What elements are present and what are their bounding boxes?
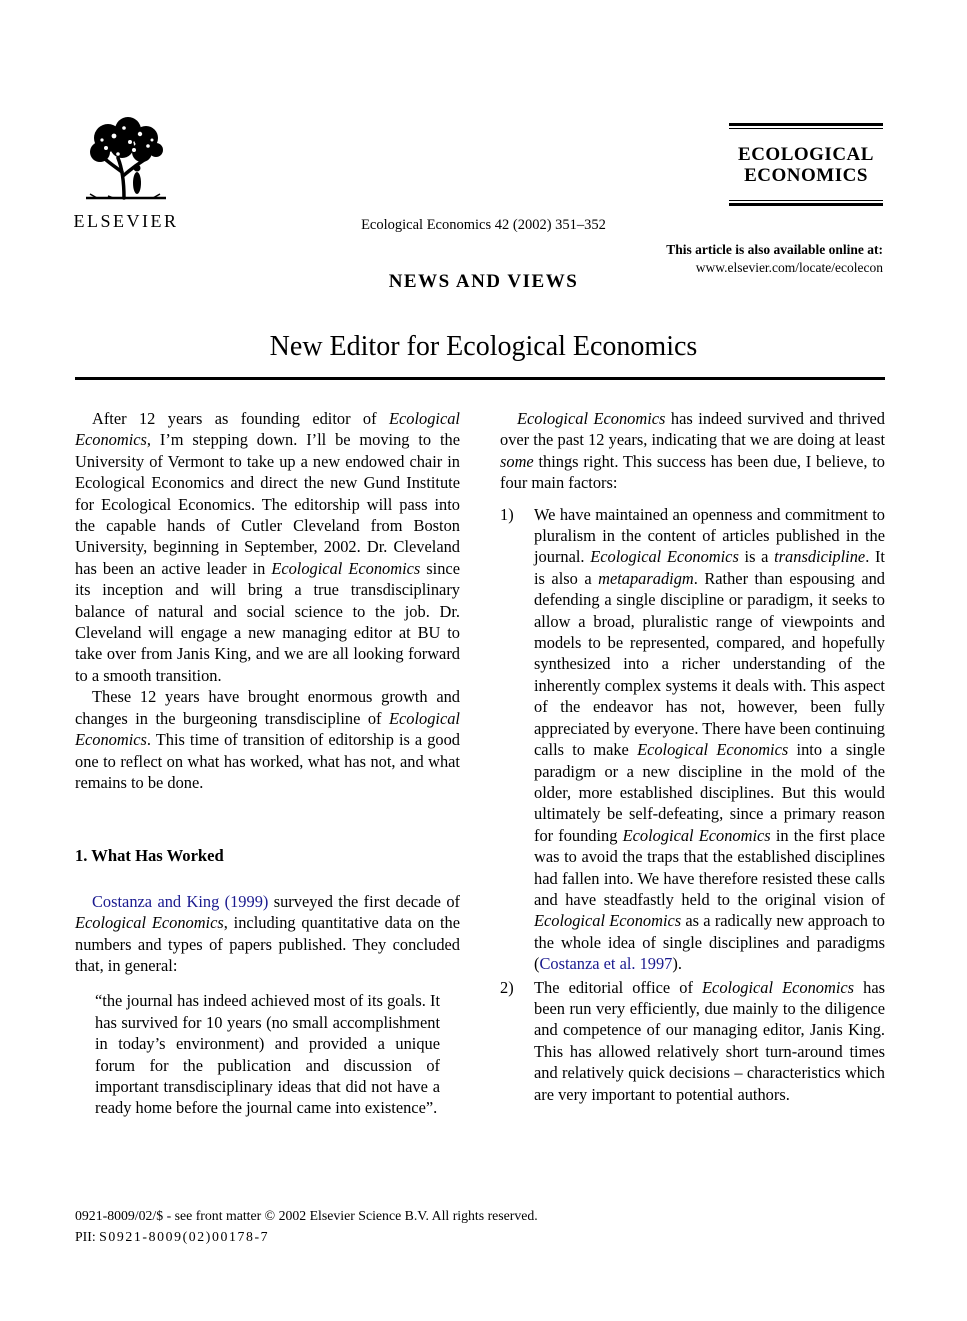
numbered-list xyxy=(500,504,885,1105)
paragraph: Ecological Economics has indeed survived and thrived over the past 12 years, indicating that we are doing at least some things right. This success has been due, I believe, to four main factors: xyxy=(500,409,885,493)
journal-masthead xyxy=(729,123,883,206)
masthead-bottom-rule xyxy=(729,200,883,206)
list-item-text: We have maintained an openness and commitment to pluralism in the content of articles published in the journal. Ecological Economics is a transdicipline. It is also a metaparadigm. Rather than espousing and defending a single discipline or paradigm, it seeks to allow a broad, pluralistic range of viewpoints and models to be represented, compared, and hopefully synthesized into a richer understanding of the inherently complex systems it deals with. This aspect of the endeavor has not, however, been fully appreciated by everyone. There have been continuing calls to make Ecological Economics into a single paradigm or a new discipline in the mold of the older, more established disciplines. But this would ultimately be self-defeating, since a primary reason for founding Ecological Economics in the first place was to avoid the traps that the established disciplines had fallen into. We have therefore resisted these calls and have steadfastly held to the original vision of Ecological Economics as a radically new approach to the whole idea of single disciplines and paradigms (Costanza et al. 1997). xyxy=(534,504,885,974)
pii-label: PII: xyxy=(75,1229,96,1244)
journal-citation: Ecological Economics 42 (2002) 351–352 xyxy=(361,217,606,233)
copyright-line: 0921-8009/02/$ - see front matter © 2002 Elsevier Science B.V. All rights reserved. xyxy=(75,1208,538,1223)
journal-name: ECOLOGICAL ECONOMICS xyxy=(738,144,874,186)
elsevier-logo xyxy=(72,116,180,232)
online-notice-text: This article is also available online at: xyxy=(666,242,883,257)
citation-link[interactable]: Costanza and King (1999) xyxy=(92,891,269,911)
list-item-marker: 1) xyxy=(500,504,514,524)
paragraph: These 12 years have brought enormous growth and changes in the burgeoning transdiscipline of Ecological Economics. This time of transition of editorship is a good one to reflect on what has worked, what has not, and what remains to be done. xyxy=(75,687,460,792)
elsevier-tree-icon xyxy=(78,116,174,204)
article-footer xyxy=(75,1205,538,1247)
section-heading-what-has-worked: 1. What Has Worked xyxy=(75,846,224,866)
list-item xyxy=(500,504,885,975)
list-item-text: The editorial office of Ecological Economics has been run very efficiently, due mainly to the diligence and competence of our managing editor, Janis King. This has allowed relatively short turn-around times and relatively quick decisions – characteristics which are very important to potential authors. xyxy=(534,977,885,1104)
section-banner: NEWS AND VIEWS xyxy=(388,271,579,292)
block-quote: “the journal has indeed achieved most of its goals. It has survived for 10 years (no small accomplishment in today’s environment) and provided a unique forum for the publication and discussion of important transdisciplinary ideas that did not have a ready home before the journal came into existence”. xyxy=(95,991,440,1118)
paragraph: After 12 years as founding editor of Ecological Economics, I’m stepping down. I’ll be moving to the University of Vermont to take up a new endowed chair in Ecological Economics and direct the new Gund Institute for Ecological Economics. The editorship will pass into the capable hands of Cutler Cleveland from Boston University, beginning in September, 2002. Dr. Cleveland has been an active leader in Ecological Economics since its inception and will bring a true transdisciplinary balance of natural and social science to the job. Dr. Cleveland will engage a new managing editor at BU to take over from Janis King, and we are all looking forward to a smooth transition. xyxy=(75,409,460,685)
left-column xyxy=(75,408,460,1119)
citation-link[interactable]: Costanza et al. 1997 xyxy=(539,954,673,974)
paragraph: Costanza and King (1999) surveyed the first decade of Ecological Economics, including quantitative data on the numbers and types of papers published. They concluded that, in general: xyxy=(75,891,460,975)
pii-value: S0921-8009(02)00178-7 xyxy=(99,1229,270,1244)
title-divider-rule xyxy=(75,377,885,380)
article-title: New Editor for Ecological Economics xyxy=(269,331,698,362)
pii-line xyxy=(75,1226,538,1247)
journal-url-link[interactable]: www.elsevier.com/locate/ecolecon xyxy=(695,260,883,275)
masthead-top-rule xyxy=(729,123,883,129)
right-column xyxy=(500,408,885,1119)
list-item-marker: 2) xyxy=(500,977,514,997)
list-item xyxy=(500,977,885,1105)
article-body xyxy=(75,408,885,1119)
elsevier-wordmark: ELSEVIER xyxy=(73,211,179,231)
